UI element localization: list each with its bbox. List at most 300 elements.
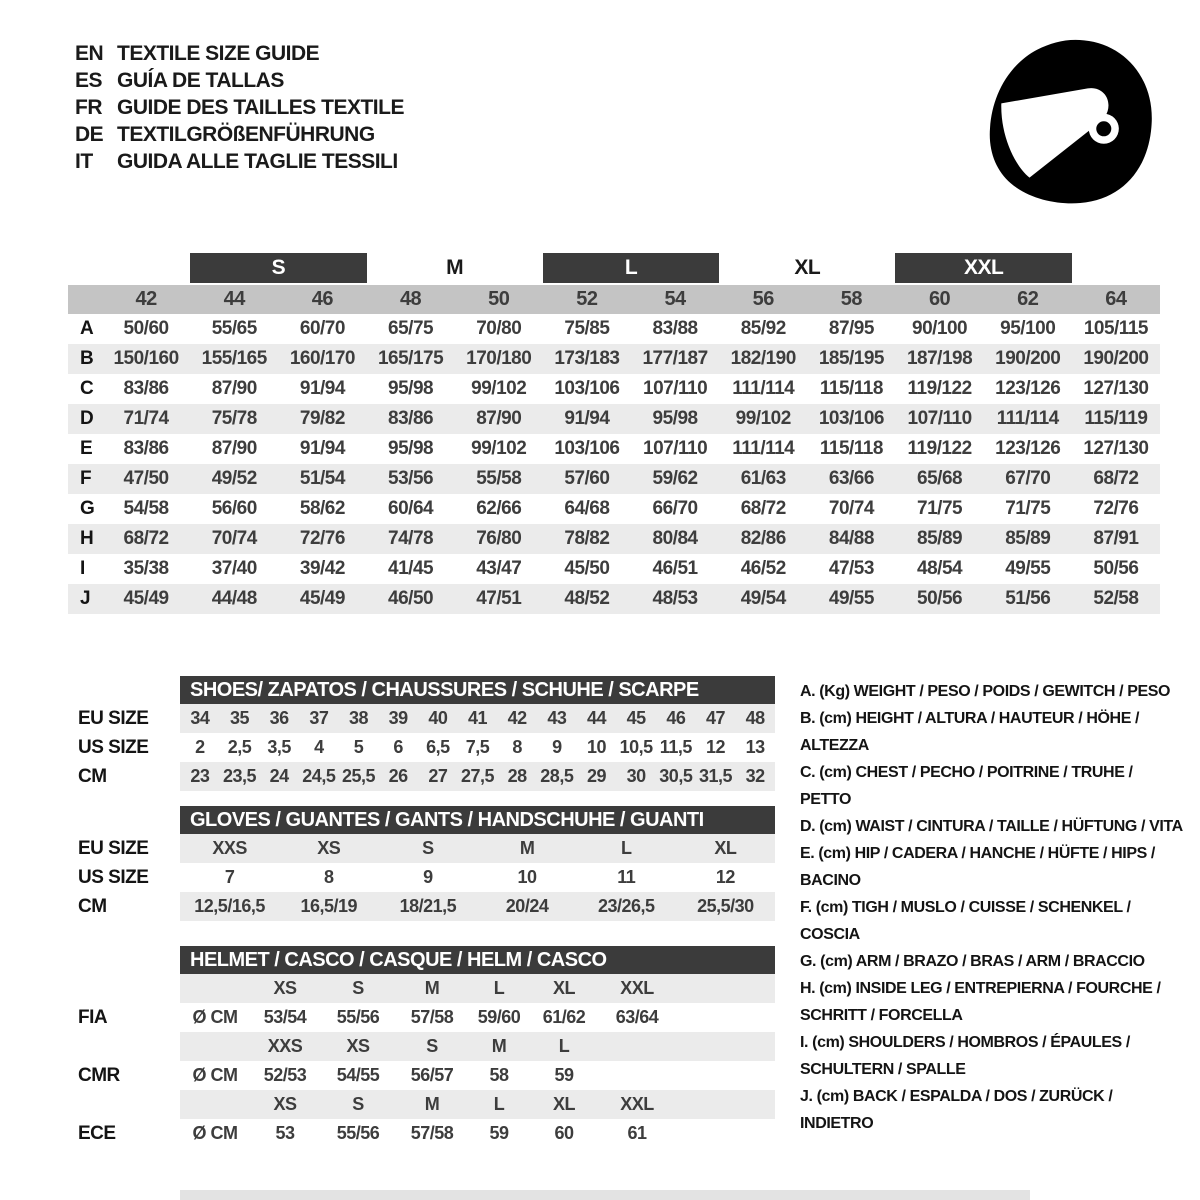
size-value-cell: 79/82 bbox=[299, 408, 345, 429]
shoe-size-cell: 8 bbox=[512, 737, 522, 757]
size-value-cell: 37/40 bbox=[211, 558, 257, 579]
size-band-cell bbox=[1072, 253, 1160, 283]
size-value-cell: 60/70 bbox=[299, 318, 345, 339]
helmet-size-cell: 59 bbox=[554, 1065, 574, 1085]
size-value-cell: 59/62 bbox=[652, 468, 698, 489]
size-value-cell: 44/48 bbox=[211, 588, 257, 609]
row-label bbox=[78, 974, 180, 1003]
column-number: 56 bbox=[752, 288, 774, 310]
shoe-size-cell: 23,5 bbox=[222, 766, 257, 786]
size-value-cell: 87/90 bbox=[211, 438, 257, 459]
language-title: TEXTILGRÖßENFÜHRUNG bbox=[117, 122, 375, 146]
size-value-cell: 173/183 bbox=[554, 348, 620, 369]
shoe-size-cell: 35 bbox=[229, 708, 249, 728]
size-value-cell: 48/54 bbox=[917, 558, 963, 579]
helmet-size-cell: 61 bbox=[627, 1123, 647, 1143]
size-value-cell: 49/54 bbox=[740, 588, 786, 609]
helmet-size-cell: 56/57 bbox=[410, 1065, 454, 1085]
size-value-cell: 95/98 bbox=[652, 408, 698, 429]
size-value-cell: 107/110 bbox=[907, 408, 972, 429]
legend-item: H. (cm) INSIDE LEG / ENTREPIERNA / FOURCHE / SCHRITT / FORCELLA bbox=[800, 980, 1161, 1024]
helmet-size-cell: 55/56 bbox=[336, 1123, 380, 1143]
size-value-cell: 63/66 bbox=[828, 468, 874, 489]
shoe-size-cell: 28,5 bbox=[540, 766, 574, 786]
glove-size-cell: 9 bbox=[423, 867, 433, 887]
textile-size-table bbox=[68, 253, 1160, 614]
row-label: US SIZE bbox=[78, 736, 149, 758]
size-band-cell: XXL bbox=[895, 253, 1071, 283]
size-value-cell: 75/78 bbox=[211, 408, 257, 429]
size-value-cell: 127/130 bbox=[1083, 438, 1149, 459]
size-value-cell: 66/70 bbox=[652, 498, 698, 519]
helmet-size-cell: XS bbox=[273, 978, 297, 998]
row-label bbox=[78, 1090, 180, 1119]
helmet-size-table bbox=[78, 946, 778, 1148]
size-value-cell: 107/110 bbox=[643, 378, 708, 399]
size-value-cell: 45/49 bbox=[299, 588, 345, 609]
shoe-size-cell: 32 bbox=[745, 766, 765, 786]
shoe-size-cell: 10 bbox=[586, 737, 606, 757]
shoe-size-cell: 30,5 bbox=[659, 766, 693, 786]
size-table-row bbox=[68, 404, 1160, 434]
helmet-size-cell: 52/53 bbox=[263, 1065, 307, 1085]
number-band-spacer bbox=[68, 285, 102, 314]
row-label: EU SIZE bbox=[78, 837, 149, 859]
glove-size-cell: 23/26,5 bbox=[597, 896, 655, 916]
column-number: 60 bbox=[928, 288, 951, 310]
size-value-cell: 55/58 bbox=[476, 468, 522, 489]
size-value-cell: 95/100 bbox=[1000, 318, 1056, 339]
shoe-size-cell: 26 bbox=[388, 766, 408, 786]
table-label-spacer bbox=[78, 946, 180, 974]
language-row bbox=[75, 121, 404, 148]
shoe-size-cell: 4 bbox=[314, 737, 324, 757]
legend-item: A. (Kg) WEIGHT / PESO / POIDS / GEWITCH / PESO bbox=[800, 683, 1171, 700]
glove-size-cell: XXS bbox=[212, 838, 247, 858]
size-value-cell: 52/58 bbox=[1093, 588, 1139, 609]
helmet-size-cell: 54/55 bbox=[336, 1065, 380, 1085]
size-band-cell bbox=[68, 253, 190, 283]
legend-item: C. (cm) CHEST / PECHO / POITRINE / TRUHE / PETTO bbox=[800, 764, 1133, 808]
language-code: EN bbox=[75, 41, 104, 65]
glove-size-cell: 16,5/19 bbox=[300, 896, 358, 916]
shoe-size-cell: 31,5 bbox=[698, 766, 733, 786]
size-value-cell: 51/54 bbox=[299, 468, 345, 489]
shoe-size-cell: 10,5 bbox=[619, 737, 653, 757]
shoe-size-cell: 41 bbox=[467, 708, 487, 728]
size-value-cell: 61/63 bbox=[740, 468, 786, 489]
helmet-size-cell: L bbox=[493, 978, 505, 998]
helmet-table-row bbox=[78, 1003, 778, 1032]
helmet-size-cell: M bbox=[424, 978, 440, 998]
glove-size-cell: XS bbox=[317, 838, 341, 858]
measurement-legend bbox=[800, 678, 1184, 1137]
glove-size-cell: S bbox=[422, 838, 434, 858]
helmet-size-cell: 58 bbox=[489, 1065, 509, 1085]
shoe-size-cell: 37 bbox=[309, 708, 329, 728]
legend-item: E. (cm) HIP / CADERA / HANCHE / HÜFTE / HIPS / BACINO bbox=[800, 845, 1155, 889]
glove-size-cell: 7 bbox=[224, 867, 235, 887]
size-table-row bbox=[68, 314, 1160, 344]
size-value-cell: 64/68 bbox=[564, 498, 610, 519]
size-value-cell: 70/74 bbox=[211, 528, 257, 549]
shoes-table-title-bar: SHOES/ ZAPATOS / CHAUSSURES / SCHUHE / SCARPE bbox=[180, 676, 775, 704]
helmet-size-cell: XXL bbox=[620, 1094, 654, 1114]
glove-size-cell: 25,5/30 bbox=[697, 896, 754, 916]
legend-item: I. (cm) SHOULDERS / HOMBROS / ÉPAULES / SCHULTERN / SPALLE bbox=[800, 1034, 1130, 1078]
column-number: 54 bbox=[664, 288, 686, 310]
helmet-table-row bbox=[78, 1119, 778, 1148]
size-value-cell: 70/80 bbox=[476, 318, 522, 339]
size-value-cell: 85/89 bbox=[917, 528, 963, 549]
size-value-cell: 83/86 bbox=[123, 438, 169, 459]
helmet-size-cell: 57/58 bbox=[410, 1123, 454, 1143]
shoe-size-cell: 5 bbox=[353, 737, 364, 757]
size-value-cell: 187/198 bbox=[906, 348, 973, 369]
size-table-row bbox=[68, 584, 1160, 614]
size-value-cell: 57/60 bbox=[564, 468, 610, 489]
size-value-cell: 111/114 bbox=[996, 408, 1059, 429]
size-value-cell: 119/122 bbox=[907, 438, 972, 459]
size-value-cell: 107/110 bbox=[643, 438, 708, 459]
shoe-size-cell: 45 bbox=[626, 708, 646, 728]
size-value-cell: 111/114 bbox=[732, 438, 795, 459]
size-value-cell: 83/86 bbox=[123, 378, 169, 399]
helmet-size-cell: 59 bbox=[489, 1123, 509, 1143]
shoe-size-cell: 46 bbox=[666, 708, 686, 728]
glove-size-cell: L bbox=[620, 838, 632, 858]
helmet-size-cell: 59/60 bbox=[477, 1007, 521, 1027]
shoe-size-cell: 43 bbox=[547, 708, 567, 728]
size-table-row bbox=[68, 464, 1160, 494]
shoes-table-row bbox=[78, 762, 778, 791]
helmet-table-title-bar: HELMET / CASCO / CASQUE / HELM / CASCO bbox=[180, 946, 775, 974]
size-value-cell: 48/52 bbox=[564, 588, 610, 609]
size-value-cell: 68/72 bbox=[740, 498, 786, 519]
row-label bbox=[78, 1032, 180, 1061]
size-value-cell: 50/56 bbox=[917, 588, 963, 609]
glove-size-cell: 20/24 bbox=[505, 896, 549, 916]
glove-size-cell: 10 bbox=[517, 867, 537, 887]
size-value-cell: 83/86 bbox=[388, 408, 434, 429]
column-number: 64 bbox=[1105, 288, 1127, 310]
language-row bbox=[75, 94, 404, 121]
size-value-cell: 177/187 bbox=[642, 348, 708, 369]
gloves-table-row bbox=[78, 892, 778, 921]
legend-item: G. (cm) ARM / BRAZO / BRAS / ARM / BRACCIO bbox=[800, 953, 1145, 970]
shoe-size-cell: 9 bbox=[552, 737, 562, 757]
row-label: US SIZE bbox=[78, 866, 149, 888]
size-value-cell: 76/80 bbox=[476, 528, 522, 549]
helmet-size-cell: L bbox=[493, 1094, 505, 1114]
row-letter: A bbox=[80, 318, 94, 339]
size-value-cell: 60/64 bbox=[388, 498, 434, 519]
language-list bbox=[75, 40, 404, 175]
size-value-cell: 87/90 bbox=[211, 378, 257, 399]
shoe-size-cell: 12 bbox=[705, 737, 725, 757]
shoe-size-cell: 23 bbox=[190, 766, 210, 786]
size-band-cell: L bbox=[543, 253, 719, 283]
shoe-size-cell: 30 bbox=[626, 766, 646, 786]
partial-row-bar bbox=[180, 1190, 1030, 1200]
column-number: 42 bbox=[135, 288, 157, 310]
size-value-cell: 111/114 bbox=[732, 378, 795, 399]
size-value-cell: 99/102 bbox=[735, 408, 791, 429]
size-value-cell: 45/50 bbox=[564, 558, 610, 579]
shoe-size-cell: 28 bbox=[507, 766, 527, 786]
glove-size-cell: 11 bbox=[617, 867, 636, 887]
size-value-cell: 78/82 bbox=[564, 528, 610, 549]
row-letter: F bbox=[80, 468, 92, 489]
helmet-size-cell: Ø CM bbox=[192, 1065, 238, 1085]
row-label: EU SIZE bbox=[78, 707, 149, 729]
helmet-size-cell: S bbox=[352, 978, 364, 998]
helmet-size-cell: XS bbox=[273, 1094, 297, 1114]
helmet-table-row bbox=[78, 1090, 778, 1119]
size-table-row bbox=[68, 344, 1160, 374]
column-number: 58 bbox=[840, 288, 863, 310]
helmet-size-cell bbox=[598, 1061, 676, 1090]
language-row bbox=[75, 67, 404, 94]
size-value-cell: 115/119 bbox=[1084, 408, 1148, 429]
shoes-table-row bbox=[78, 733, 778, 762]
language-code: DE bbox=[75, 122, 104, 146]
legend-item: B. (cm) HEIGHT / ALTURA / HAUTEUR / HÖHE / ALTEZZA bbox=[800, 710, 1140, 754]
shoe-size-cell: 24 bbox=[269, 766, 289, 786]
size-value-cell: 115/118 bbox=[819, 438, 883, 459]
size-value-cell: 87/90 bbox=[476, 408, 522, 429]
glove-size-cell: 12 bbox=[715, 867, 735, 887]
column-number-band bbox=[68, 285, 1160, 314]
size-value-cell: 185/195 bbox=[818, 348, 884, 369]
legend-item: F. (cm) TIGH / MUSLO / CUISSE / SCHENKEL / COSCIA bbox=[800, 899, 1131, 943]
size-value-cell: 127/130 bbox=[1083, 378, 1149, 399]
helmet-size-cell: Ø CM bbox=[192, 1007, 238, 1027]
helmet-size-cell bbox=[180, 974, 250, 1003]
size-value-cell: 68/72 bbox=[1093, 468, 1139, 489]
size-value-cell: 65/68 bbox=[917, 468, 963, 489]
size-value-cell: 70/74 bbox=[828, 498, 874, 519]
size-value-cell: 91/94 bbox=[299, 438, 345, 459]
legend-item: J. (cm) BACK / ESPALDA / DOS / ZURÜCK / INDIETRO bbox=[800, 1088, 1113, 1132]
size-value-cell: 72/76 bbox=[1093, 498, 1139, 519]
helmet-size-cell: XXL bbox=[620, 978, 654, 998]
shoe-size-cell: 7,5 bbox=[465, 737, 490, 757]
size-value-cell: 83/88 bbox=[652, 318, 698, 339]
row-letter: B bbox=[80, 348, 94, 369]
size-value-cell: 50/60 bbox=[123, 318, 169, 339]
size-value-cell: 119/122 bbox=[907, 378, 972, 399]
row-letter: I bbox=[80, 558, 86, 579]
size-value-cell: 46/52 bbox=[740, 558, 786, 579]
size-value-cell: 56/60 bbox=[211, 498, 257, 519]
gloves-table-title-bar: GLOVES / GUANTES / GANTS / HANDSCHUHE / GUANTI bbox=[180, 806, 775, 834]
size-value-cell: 84/88 bbox=[828, 528, 874, 549]
size-value-cell: 65/75 bbox=[388, 318, 434, 339]
row-label: ECE bbox=[78, 1122, 116, 1144]
size-value-cell: 75/85 bbox=[564, 318, 610, 339]
full-face-helmet-icon bbox=[975, 34, 1163, 216]
helmet-size-cell bbox=[598, 1032, 676, 1061]
column-number: 52 bbox=[576, 288, 598, 310]
column-number: 50 bbox=[488, 288, 510, 310]
size-table-row bbox=[68, 524, 1160, 554]
shoe-size-cell: 3,5 bbox=[267, 737, 291, 757]
helmet-size-cell: L bbox=[558, 1036, 570, 1056]
shoe-size-cell: 11,5 bbox=[659, 737, 692, 757]
shoes-size-table bbox=[78, 676, 778, 791]
helmet-size-cell: Ø CM bbox=[192, 1123, 238, 1143]
language-row bbox=[75, 148, 404, 175]
helmet-size-cell: XS bbox=[346, 1036, 370, 1056]
shoe-size-cell: 13 bbox=[745, 737, 765, 757]
helmet-table-row bbox=[78, 1032, 778, 1061]
size-value-cell: 48/53 bbox=[652, 588, 698, 609]
shoe-size-cell: 39 bbox=[388, 708, 408, 728]
glove-size-cell: 8 bbox=[323, 867, 334, 887]
size-value-cell: 85/92 bbox=[740, 318, 786, 339]
shoe-size-cell: 44 bbox=[586, 708, 606, 728]
size-value-cell: 90/100 bbox=[912, 318, 968, 339]
row-letter: E bbox=[80, 438, 93, 459]
shoe-size-cell: 6 bbox=[393, 737, 403, 757]
size-value-cell: 103/106 bbox=[554, 438, 620, 459]
table-label-spacer bbox=[78, 806, 180, 834]
size-value-cell: 62/66 bbox=[476, 498, 522, 519]
language-code: ES bbox=[75, 68, 103, 92]
language-title: GUIDA ALLE TAGLIE TESSILI bbox=[117, 149, 398, 173]
helmet-size-cell bbox=[180, 1032, 250, 1061]
shoe-size-cell: 38 bbox=[348, 708, 368, 728]
shoe-size-cell: 27 bbox=[428, 766, 448, 786]
size-value-cell: 50/56 bbox=[1093, 558, 1139, 579]
shoe-size-cell: 48 bbox=[745, 708, 765, 728]
helmet-size-cell: 63/64 bbox=[615, 1007, 659, 1027]
size-value-cell: 87/91 bbox=[1093, 528, 1139, 549]
size-table-row bbox=[68, 434, 1160, 464]
language-code: FR bbox=[75, 95, 102, 119]
helmet-size-cell: 53/54 bbox=[263, 1007, 307, 1027]
size-value-cell: 85/89 bbox=[1005, 528, 1051, 549]
size-value-cell: 82/86 bbox=[740, 528, 786, 549]
row-letter: J bbox=[80, 588, 91, 609]
helmet-size-cell: M bbox=[424, 1094, 440, 1114]
size-value-cell: 71/75 bbox=[917, 498, 963, 519]
shoe-size-cell: 24,5 bbox=[302, 766, 336, 786]
shoe-size-cell: 42 bbox=[507, 708, 527, 728]
size-value-cell: 91/94 bbox=[299, 378, 345, 399]
helmet-size-cell: 55/56 bbox=[336, 1007, 380, 1027]
helmet-size-cell: S bbox=[426, 1036, 438, 1056]
shoe-size-cell: 27,5 bbox=[460, 766, 495, 786]
size-value-cell: 51/56 bbox=[1005, 588, 1051, 609]
size-value-cell: 49/52 bbox=[211, 468, 257, 489]
language-title: TEXTILE SIZE GUIDE bbox=[117, 41, 320, 65]
shoe-size-cell: 40 bbox=[428, 708, 448, 728]
size-value-cell: 190/200 bbox=[1083, 348, 1149, 369]
size-value-cell: 68/72 bbox=[123, 528, 169, 549]
helmet-table-row bbox=[78, 974, 778, 1003]
row-label: CMR bbox=[78, 1064, 120, 1086]
column-number: 62 bbox=[1017, 288, 1039, 310]
column-number: 46 bbox=[311, 288, 334, 310]
row-label: CM bbox=[78, 895, 107, 917]
size-value-cell: 53/56 bbox=[388, 468, 434, 489]
size-band-cell: S bbox=[190, 253, 366, 283]
size-value-cell: 43/47 bbox=[476, 558, 522, 579]
size-value-cell: 155/165 bbox=[201, 348, 267, 369]
size-table-row bbox=[68, 494, 1160, 524]
glove-size-cell: 18/21,5 bbox=[399, 896, 457, 916]
table-label-spacer bbox=[78, 676, 180, 704]
language-row bbox=[75, 40, 404, 67]
size-band-cell: XL bbox=[794, 256, 821, 279]
row-label: CM bbox=[78, 765, 107, 787]
column-number: 44 bbox=[223, 288, 245, 310]
size-band-cell: M bbox=[446, 256, 464, 279]
size-value-cell: 123/126 bbox=[995, 378, 1061, 399]
size-value-cell: 49/55 bbox=[828, 588, 874, 609]
size-value-cell: 99/102 bbox=[471, 438, 527, 459]
shoe-size-cell: 36 bbox=[269, 708, 289, 728]
size-value-cell: 71/75 bbox=[1005, 498, 1051, 519]
size-value-cell: 99/102 bbox=[471, 378, 527, 399]
size-value-cell: 47/50 bbox=[123, 468, 169, 489]
size-value-cell: 87/95 bbox=[828, 318, 874, 339]
shoe-size-cell: 25,5 bbox=[341, 766, 376, 786]
size-value-cell: 115/118 bbox=[819, 378, 883, 399]
language-code: IT bbox=[75, 149, 93, 173]
helmet-table-row bbox=[78, 1061, 778, 1090]
shoe-size-cell: 2,5 bbox=[227, 737, 252, 757]
size-value-cell: 165/175 bbox=[377, 348, 444, 369]
language-title: GUIDE DES TAILLES TEXTILE bbox=[117, 95, 404, 119]
shoes-table-row bbox=[78, 704, 778, 733]
size-value-cell: 49/55 bbox=[1005, 558, 1051, 579]
row-letter: C bbox=[80, 378, 94, 399]
language-title: GUÍA DE TALLAS bbox=[117, 68, 284, 92]
row-letter: G bbox=[80, 498, 95, 519]
row-letter: D bbox=[80, 408, 94, 429]
size-table-row bbox=[68, 374, 1160, 404]
size-value-cell: 160/170 bbox=[289, 348, 355, 369]
helmet-size-cell: XL bbox=[552, 1094, 575, 1114]
size-value-cell: 74/78 bbox=[388, 528, 434, 549]
size-value-cell: 91/94 bbox=[564, 408, 610, 429]
size-value-cell: 190/200 bbox=[995, 348, 1061, 369]
helmet-size-cell: 53 bbox=[275, 1123, 295, 1143]
size-value-cell: 47/53 bbox=[828, 558, 874, 579]
helmet-size-cell: XL bbox=[552, 978, 575, 998]
size-value-cell: 46/50 bbox=[388, 588, 434, 609]
legend-item: D. (cm) WAIST / CINTURA / TAILLE / HÜFTUNG / VITA bbox=[800, 818, 1183, 835]
glove-size-cell: XL bbox=[714, 838, 737, 858]
size-value-cell: 150/160 bbox=[113, 348, 179, 369]
glove-size-cell: M bbox=[519, 838, 535, 858]
size-value-cell: 182/190 bbox=[730, 348, 796, 369]
size-value-cell: 45/49 bbox=[123, 588, 169, 609]
helmet-size-cell: 57/58 bbox=[410, 1007, 454, 1027]
size-band-row bbox=[68, 253, 1160, 283]
size-value-cell: 39/42 bbox=[299, 558, 345, 579]
size-value-cell: 67/70 bbox=[1005, 468, 1051, 489]
size-value-cell: 71/74 bbox=[123, 408, 169, 429]
glove-size-cell: 12,5/16,5 bbox=[194, 896, 265, 916]
size-value-cell: 41/45 bbox=[388, 558, 434, 579]
shoe-size-cell: 47 bbox=[705, 708, 725, 728]
size-value-cell: 123/126 bbox=[995, 438, 1061, 459]
gloves-size-table bbox=[78, 806, 778, 921]
